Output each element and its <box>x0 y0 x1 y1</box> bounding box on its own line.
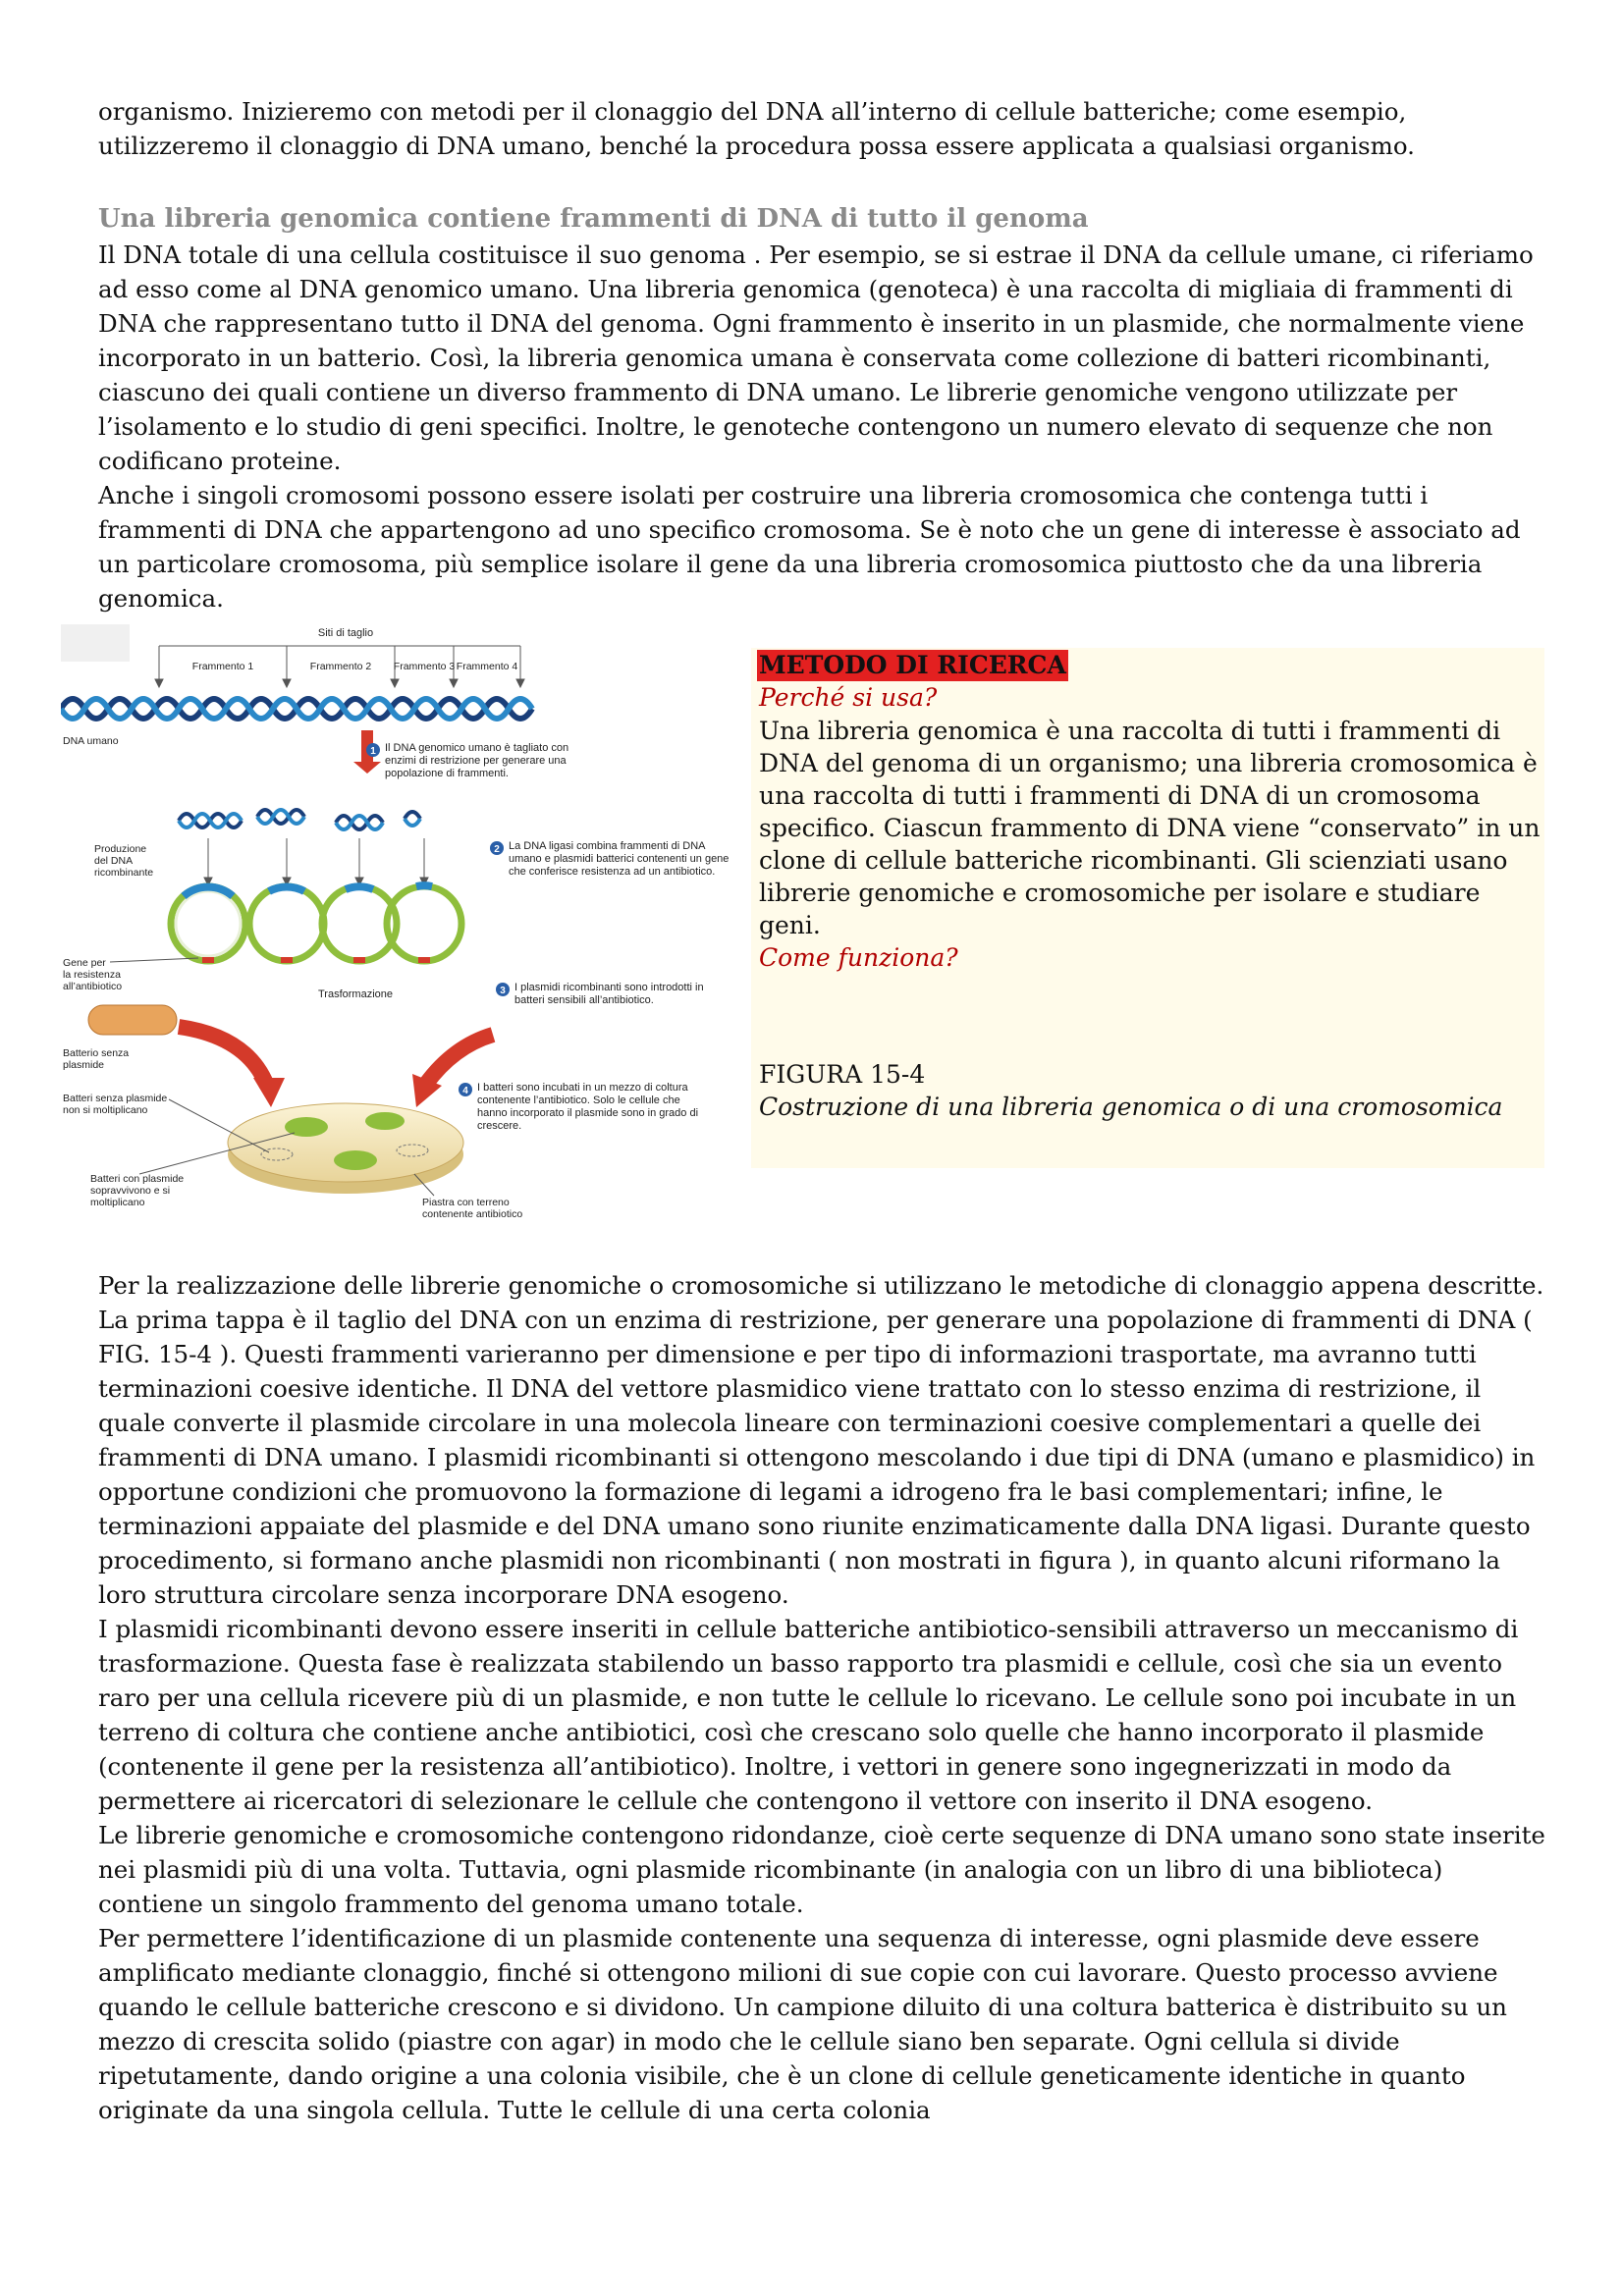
resistance-gene-label-2: la resistenza <box>63 969 121 981</box>
research-box-body: Una libreria genomica è una raccolta di tutti i frammenti di DNA del genoma di un organismo; una libreria cromosomica è una raccolta di tutti i frammenti di DNA di un cromosoma specifico. Ciascun frammento di DNA viene “conservato” in un clone di cellule batteriche ricombinanti. Gli scienziati usano librerie genomiche e cromosomiche per isolare e studiare geni. <box>759 717 1541 939</box>
bacterium-icon <box>88 1005 177 1035</box>
with-plasmid-label-2: sopravvivono e si <box>90 1185 171 1197</box>
fragment-3-label: Frammento 3 <box>393 661 456 672</box>
fragment-1-label: Frammento 1 <box>191 661 254 672</box>
with-plasmid-label-3: moltiplicano <box>90 1197 145 1208</box>
bacterium-no-plasmid-label-1: Batterio senza <box>63 1047 130 1059</box>
research-box-title: METODO DI RICERCA <box>759 651 1066 679</box>
step-1-text: Il DNA genomico umano è tagliato con enzimi di restrizione per generare una popolazione di frammenti. <box>385 742 569 779</box>
figure-label: FIGURA 15-4 <box>759 1060 926 1089</box>
step-2-text: La DNA ligasi combina frammenti di DNA umano e plasmidi batterici contenenti un gene che conferisce resistenza ad un antibiotico. <box>509 840 730 878</box>
step-3-text: I plasmidi ricombinanti sono introdotti in batteri sensibili all’antibiotico. <box>514 982 704 1006</box>
research-method-box <box>751 648 1544 1168</box>
realization-section <box>98 1268 1551 2127</box>
petri-dish-icon <box>228 1103 463 1194</box>
dna-helix-icon <box>61 699 532 719</box>
plasmids-group <box>171 885 461 963</box>
resistance-gene-label-1: Gene per <box>63 957 106 969</box>
step-4-text: I batteri sono incubati in un mezzo di coltura contenente l’antibiotico. Solo le cellule che hanno incorporato il plasmide sono in grado di crescere. <box>477 1082 699 1132</box>
no-plasmid-no-multiply-label-2: non si moltiplicano <box>63 1104 148 1116</box>
step-1-number: 1 <box>370 746 376 757</box>
bacterium-no-plasmid-label-2: plasmide <box>63 1059 105 1071</box>
step-3-number: 3 <box>500 986 506 996</box>
realization-paragraph-4: Per permettere l’identificazione di un plasmide contenente una sequenza di interesse, ogni plasmide deve essere amplificato mediante clonaggio, finché si ottengono milioni di sue copie con cui lavorare. Questo processo avviene quando le cellule batteriche crescono e si dividono. Un campione diluito di una coltura batterica è distribuito su un mezzo di crescita solido (piastre con agar) in modo che le cellule siano ben separate. Ogni cellula si divide ripetutamente, dando origine a una colonia visibile, che è un clone di cellule geneticamente identiche in quanto originate da una singola cellula. Tutte le cellule di una certa colonia <box>98 1924 1507 2124</box>
research-box-how: Come funziona? <box>759 943 958 972</box>
production-label-2: del DNA <box>94 855 134 867</box>
realization-paragraph-3: Le librerie genomiche e cromosomiche contengono ridondanze, cioè certe sequenze di DNA umano sono state inserite nei plasmidi più di una volta. Tuttavia, ogni plasmide ricombinante (in analogia con un libro di una biblioteca) contiene un singolo frammento del genoma umano totale. <box>98 1821 1545 1918</box>
fragment-2-label: Frammento 2 <box>309 661 372 672</box>
plate-label-1: Piastra con terreno <box>422 1197 510 1208</box>
plate-label-2: contenente antibiotico <box>422 1208 523 1220</box>
fragment-4-label: Frammento 4 <box>456 661 518 672</box>
production-label-3: ricombinante <box>94 867 154 879</box>
genomic-library-figure <box>61 624 738 1233</box>
genomic-library-paragraph: Il DNA totale di una cellula costituisce il suo genoma . Per esempio, se si estrae il DNA da cellule umane, ci riferiamo ad esso come al DNA genomico umano. Una libreria genomica (genoteca) è una raccolta di migliaia di frammenti di DNA che rappresentano tutto il DNA del genoma. Ogni frammento è inserito in un plasmide, che normalmente viene incorporato in un batterio. Così, la libreria genomica umana è conservata come collezione di batteri ricombinanti, ciascuno dei quali contiene un diverso frammento di DNA umano. Le librerie genomiche vengono utilizzate per l’isolamento e lo studio di geni specifici. Inoltre, le genoteche contengono un numero elevato di sequenze che non codificano proteine. <box>98 240 1534 475</box>
realization-paragraph-1: Per la realizzazione delle librerie genomiche o cromosomiche si utilizzano le metodiche di clonaggio appena descritte. La prima tappa è il taglio del DNA con un enzima di restrizione, per generare una popolazione di frammenti di DNA ( FIG. 15-4 ). Questi frammenti varieranno per dimensione e per tipo di informazioni trasportate, ma avranno tutti terminazioni coesive identiche. Il DNA del vettore plasmidico viene trattato con lo stesso enzima di restrizione, il quale converte il plasmide circolare in una molecola lineare con terminazioni coesive complementari a quelle dei frammenti di DNA umano. I plasmidi ricombinanti si ottengono mescolando i due tipi di DNA (umano e plasmidico) in opportune condizioni che promuovono la formazione di legami a idrogeno fra le basi complementari; infine, le terminazioni appaiate del plasmide e del DNA umano sono riunite enzimaticamente dalla DNA ligasi. Durante questo procedimento, si formano anche plasmidi non ricombinanti ( non mostrati in figura ), in quanto alcuni riformano la loro struttura circolare senza incorporare DNA esogeno. <box>98 1271 1544 1609</box>
cut-sites-label: Siti di taglio <box>317 627 374 639</box>
transformation-label: Trasformazione <box>317 988 394 1000</box>
with-plasmid-label-1: Batteri con plasmide <box>90 1173 185 1185</box>
realization-paragraph-2: I plasmidi ricombinanti devono essere inseriti in cellule batteriche antibiotico-sensibili attraverso un meccanismo di trasformazione. Questa fase è realizzata stabilendo un basso rapporto tra plasmidi e cellule, così che sia un evento raro per una cellula ricevere più di un plasmide, e non tutte le cellule lo ricevano. Le cellule sono poi incubate in un terreno di coltura che contiene anche antibiotici, così che crescano solo quelle che hanno incorporato il plasmide (contenente il gene per la resistenza all’antibiotico). Inoltre, i vettori in genere sono ingegnerizzati in modo da permettere ai ricercatori di selezionare le cellule che contengono il vettore con inserito il DNA esogeno. <box>98 1615 1519 1815</box>
section-heading: Una libreria genomica contiene frammenti di DNA di tutto il genoma <box>98 204 1089 234</box>
step-2-number: 2 <box>494 844 500 855</box>
figure-caption: Costruzione di una libreria genomica o di una cromosomica <box>759 1093 1503 1121</box>
chromosomal-library-paragraph: Anche i singoli cromosomi possono essere isolati per costruire una libreria cromosomica che contenga tutti i frammenti di DNA che appartengono ad uno specifico cromosoma. Se è noto che un gene di interesse è associato ad un particolare cromosoma, più semplice isolare il gene da una libreria cromosomica piuttosto che da una libreria genomica. <box>98 481 1521 613</box>
no-plasmid-no-multiply-label-1: Batteri senza plasmide <box>63 1093 168 1104</box>
step-4-number: 4 <box>462 1086 468 1096</box>
research-box-why: Perché si usa? <box>759 683 938 712</box>
human-dna-label: DNA umano <box>63 735 119 747</box>
intro-paragraph: organismo. Inizieremo con metodi per il clonaggio del DNA all’interno di cellule batteriche; come esempio, utilizzeremo il clonaggio di DNA umano, benché la procedura possa essere applicata a qualsiasi organismo. <box>98 97 1415 160</box>
resistance-gene-label-3: all’antibiotico <box>63 981 123 992</box>
production-label-1: Produzione <box>94 843 147 855</box>
